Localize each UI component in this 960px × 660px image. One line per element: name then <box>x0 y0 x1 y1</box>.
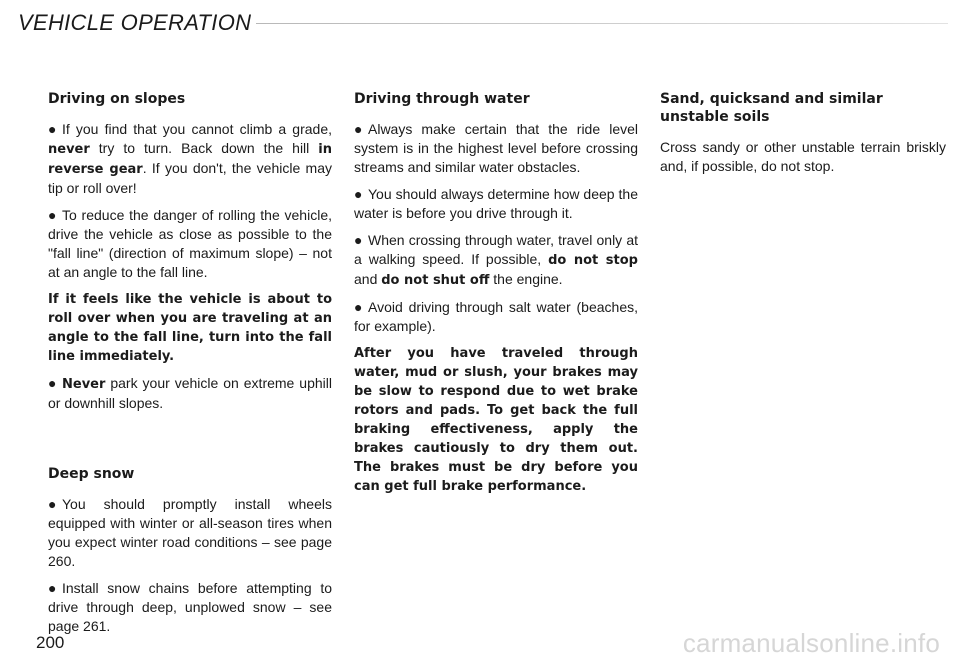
page-header <box>18 6 948 40</box>
bullet-icon: ● <box>354 121 363 137</box>
bullet-icon: ● <box>48 375 57 391</box>
bullet-icon: ● <box>354 232 363 248</box>
bullet-icon: ● <box>354 186 363 202</box>
column-sand <box>660 90 946 184</box>
bullet-icon: ● <box>354 299 363 315</box>
paragraph-water-depth: ● You should always determine how deep the water is before you drive through it. <box>354 186 638 221</box>
paragraph-fall-line: ● To reduce the danger of rolling the vehicle, drive the vehicle as close as possible to the "fall line" (direction of maximum slope) – not at an angle to the fall line. <box>48 207 332 280</box>
bullet-icon: ● <box>48 207 57 223</box>
page-number: 200 <box>36 633 65 652</box>
paragraph-snow-chains: ● Install snow chains before attempting to drive through deep, unplowed snow – see page 261. <box>48 580 332 634</box>
paragraph-ride-level: ● Always make certain that the ride level system is in the highest level before crossing streams and similar water obstacles. <box>354 121 638 175</box>
paragraph-winter-tires: ● You should promptly install wheels equipped with winter or all-season tires when you expect winter road conditions – see page 260. <box>48 496 332 569</box>
bullet-icon: ● <box>48 580 57 596</box>
heading-driving-through-water: Driving through water <box>354 91 530 107</box>
header-rule <box>256 23 948 24</box>
watermark: carmanualsonline.info <box>682 628 940 658</box>
column-slopes-snow <box>48 90 332 644</box>
warning-wet-brakes: After you have traveled through water, mud or slush, your brakes may be slow to respond due to wet brake rotors and pads. To get back the full braking effectiveness, apply the brakes cautiously to dry them out. The brakes must be dry before you can get full brake performance. <box>354 346 638 494</box>
paragraph-never-park: ● Never park your vehicle on extreme uphill or downhill slopes. <box>48 375 332 411</box>
paragraph-climb-grade: ● If you find that you cannot climb a grade, never try to turn. Back down the hill in reverse gear. If you don't, the vehicle may tip or roll over! <box>48 121 332 196</box>
paragraph-sandy-terrain: Cross sandy or other unstable terrain briskly and, if possible, do not stop. <box>660 139 946 174</box>
section-title: VEHICLE OPERATION <box>18 10 252 35</box>
column-water <box>354 90 638 504</box>
paragraph-walking-speed: ● When crossing through water, travel only at a walking speed. If possible, do not stop and do not shut off the engine. <box>354 232 638 288</box>
paragraph-salt-water: ● Avoid driving through salt water (beaches, for example). <box>354 299 638 334</box>
warning-roll-over: If it feels like the vehicle is about to roll over when you are traveling at an angle to the fall line, turn into the fall line immediately. <box>48 292 332 364</box>
heading-deep-snow: Deep snow <box>48 466 135 482</box>
heading-driving-on-slopes: Driving on slopes <box>48 91 186 107</box>
bullet-icon: ● <box>48 121 57 137</box>
heading-sand-quicksand: Sand, quicksand and similar unstable soils <box>660 91 883 125</box>
bullet-icon: ● <box>48 496 57 512</box>
